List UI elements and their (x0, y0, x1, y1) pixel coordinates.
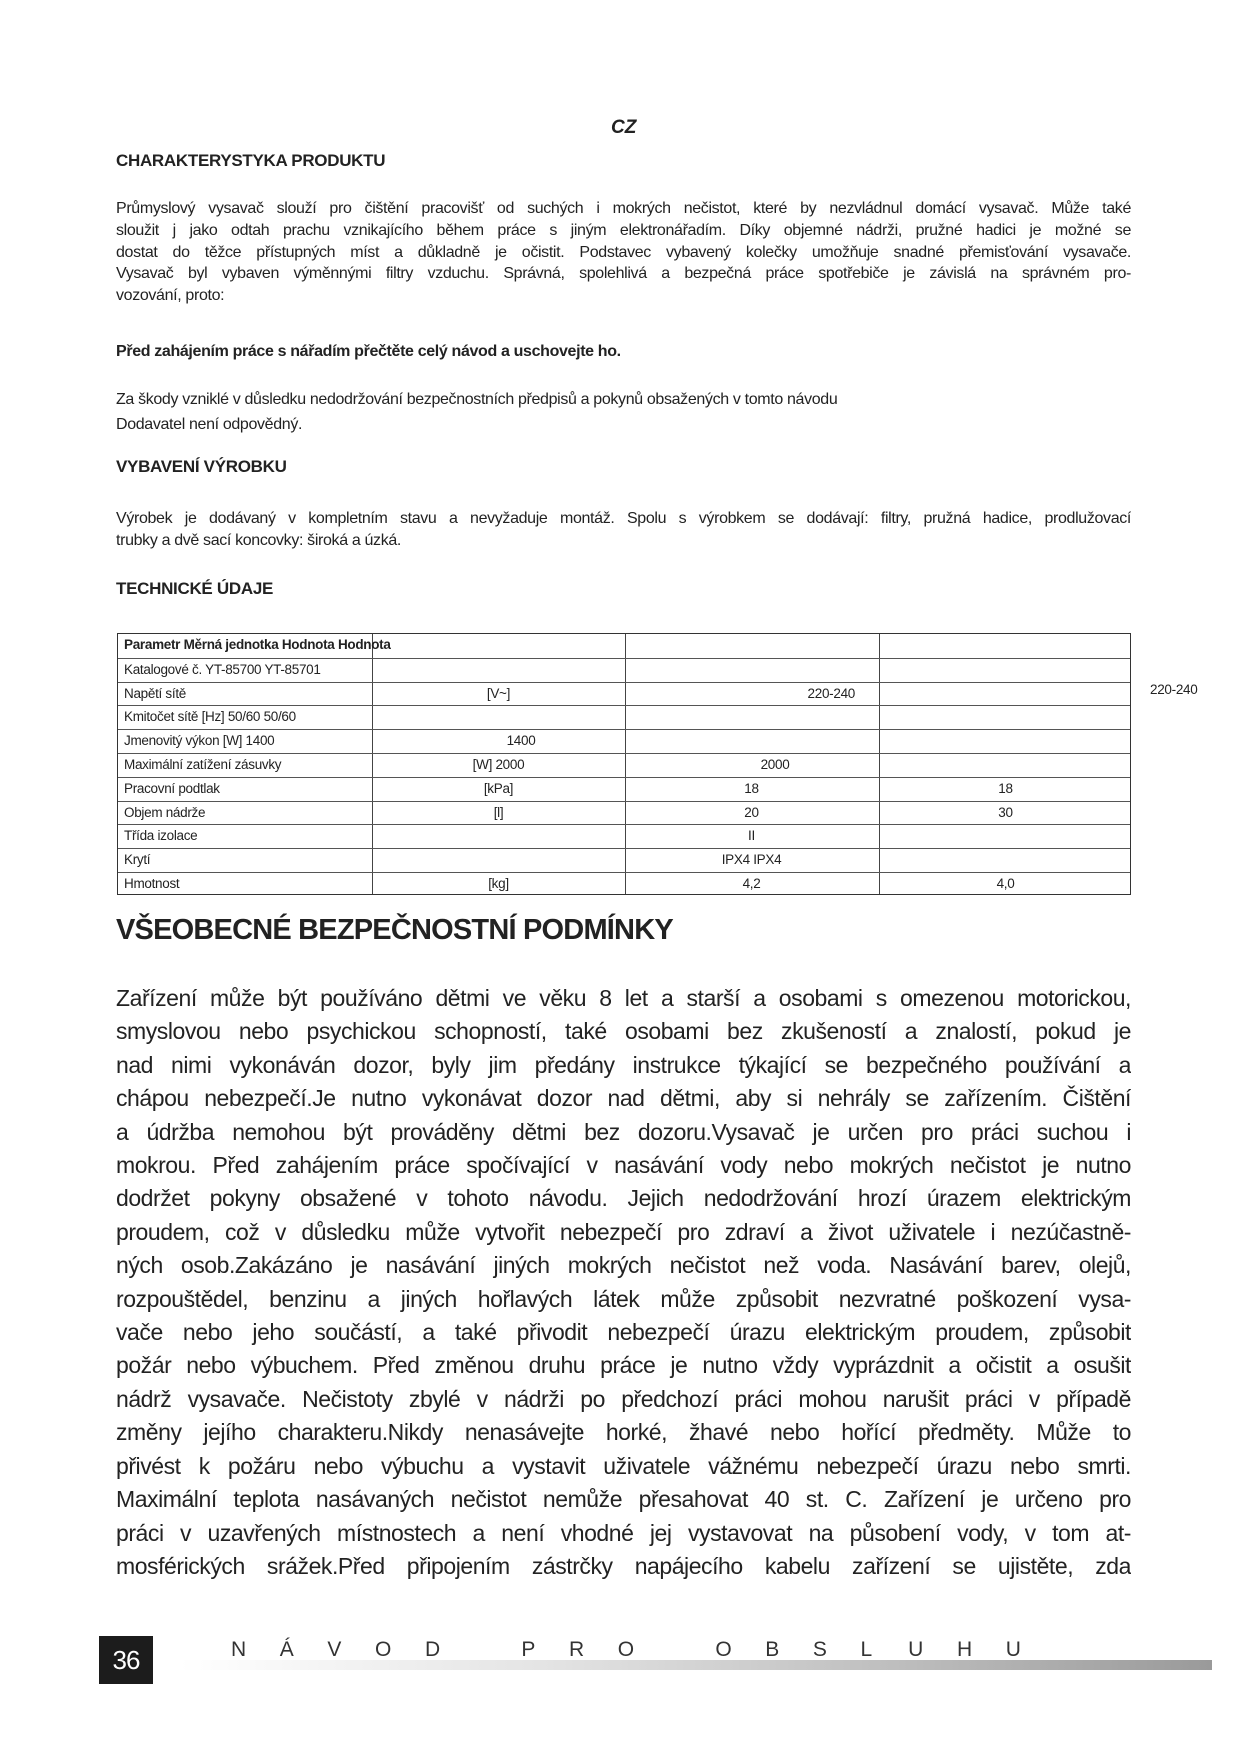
text-line: ných osob.Zakázáno je nasávání jiných mokrých nečistot než voda. Nasávání barev, olejů, (116, 1252, 1131, 1279)
section-heading-product: CHARAKTERYSTYKA PRODUKTU (116, 151, 386, 170)
text-line: smyslovou nebo psychickou schopností, také osobami bez zkušeností a znalostí, pokud je (116, 1018, 1131, 1045)
table-row (118, 634, 1130, 658)
footer-letter: O (715, 1638, 732, 1661)
footer-letter: O (375, 1638, 392, 1661)
text-line: a údržba nemohou být prováděny dětmi bez dozoru.Vysavač je určen pro práci suchou i (116, 1118, 1131, 1145)
footer-letter: B (765, 1638, 780, 1661)
text-line: požár nebo výbuchem. Před změnou druhu práce je nutno vždy vyprázdnit a očistit a osušit (116, 1352, 1131, 1379)
table-row (118, 848, 1130, 873)
table-overflow-value: 220-240 (1150, 682, 1198, 697)
product-description (116, 198, 1131, 307)
table-row (118, 682, 1130, 707)
footer-letter (474, 1638, 488, 1662)
footer-letter: U (1005, 1638, 1021, 1661)
text-line: trubky a dvě sací koncovky: široká a úzká. (116, 531, 401, 549)
text-line: Průmyslový vysavač slouží pro čištění pracovišť od suchých i mokrých nečistot, které by nezvládnul domácí vysavač. Může také (116, 200, 1131, 217)
table-cell: IPX4 IPX4 (721, 852, 782, 868)
safety-text (116, 982, 1131, 1583)
footer-letter: U (908, 1638, 924, 1661)
table-cell: 220-240 (807, 685, 855, 701)
table-cell: 18 (998, 780, 1013, 796)
footer-letter: O (617, 1638, 635, 1661)
table-cell: 4,2 (742, 876, 761, 891)
table-cell: Maximální zatížení zásuvky (124, 757, 282, 772)
table-cell: [V~] (486, 685, 511, 701)
table-cell: 1400 (506, 733, 536, 749)
table-row (118, 777, 1130, 802)
table-row (118, 753, 1130, 778)
table-row (118, 872, 1130, 897)
table-cell: [W] 2000 (472, 757, 525, 772)
table-cell: 2000 (760, 757, 790, 772)
text-line: Maximální teplota nasávaných nečistot nemůže přesahovat 40 st. C. Zařízení je určeno pro (116, 1486, 1131, 1513)
text-line: Zařízení může být používáno dětmi ve věku 8 let a starší a osobami s omezenou motorickou, (116, 985, 1131, 1011)
text-line: sloužit j jako odtah prachu vznikajícího během práce s jiným elektronářadím. Díky objemné nádrži, pružné hadici je možné se (116, 221, 1131, 239)
table-cell: [kPa] (483, 780, 514, 796)
table-cell: 18 (744, 780, 759, 796)
text-line: dodržet pokyny obsažené v tohoto návodu. Jejich nedodržování hrozí úrazem elektrickým (116, 1185, 1131, 1212)
table-cell: Jmenovitý výkon [W] 1400 (124, 733, 275, 749)
text-line: Výrobek je dodávaný v kompletním stavu a nevyžaduje montáž. Spolu s výrobkem se dodávají: filtry, pružná hadice, prodlužovací (116, 510, 1131, 527)
text-line: vozování, proto: (116, 287, 225, 305)
text-line: změny jejího charakteru.Nikdy nenasávejte horké, žhavé nebo hořící předměty. Může to (116, 1419, 1131, 1446)
footer-letter: V (327, 1638, 342, 1661)
section-heading-technical: TECHNICKÉ ÚDAJE (116, 579, 274, 598)
table-cell: Kmitočet sítě [Hz] 50/60 50/60 (124, 709, 296, 725)
footer-letter: D (424, 1638, 441, 1661)
text-line: nádrž vysavače. Nečistoty zbylé v nádrži po předchozí práci mohou narušit práci v případě (116, 1385, 1131, 1412)
table-cell: Parametr Měrná jednotka Hodnota Hodnota (124, 637, 391, 652)
table-row (118, 658, 1130, 683)
text-line: Za škody vzniklé v důsledku nedodržování bezpečnostních předpisů a pokynů obsažených v tomto návodu (116, 391, 838, 408)
table-cell: 30 (998, 804, 1013, 820)
liability-note (116, 389, 1131, 436)
footer-letter: H (956, 1638, 973, 1661)
read-manual-note: Před zahájením práce s nářadím přečtěte celý návod a uschovejte ho. (116, 343, 621, 360)
table-row (118, 824, 1130, 849)
equipment-description (116, 508, 1131, 552)
footer-letter: N (231, 1638, 247, 1661)
table-cell: [kg] (488, 876, 509, 891)
text-line: Dodavatel není odpovědný. (116, 415, 303, 433)
table-cell: Hmotnost (124, 876, 180, 891)
text-line: mosférických srážek.Před připojením zástrčky napájecího kabelu zařízení se ujistěte, zda (116, 1552, 1131, 1579)
text-line: mokrou. Před zahájením práce spočívající v nasávání vody nebo mokrých nečistot je nutno (116, 1152, 1131, 1179)
table-cell: Pracovní podtlak (124, 780, 220, 796)
text-line: chápou nebezpečí.Je nutno vykonávat dozor nad dětmi, aby si nehrály se zařízením. Čištění (116, 1085, 1131, 1112)
text-line: proudem, což v důsledku může vytvořit nebezpečí pro zdraví a život uživatele i nezúčastně- (116, 1218, 1131, 1245)
text-line: nad nimi vykonáván dozor, byly jim předány instrukce týkající se bezpečného používání a (116, 1051, 1131, 1078)
page-number: 36 (99, 1636, 153, 1684)
text-line: přivést k požáru nebo výbuchu a vystavit uživatele vážnému nebezpečí úrazu nebo smrti. (116, 1452, 1131, 1479)
text-line: dostat do těžce přístupných míst a důkladně je očistit. Podstavec vybavený kolečky umožňuje snadné přemisťování vysavače. (116, 243, 1131, 261)
table-cell: II (748, 828, 755, 844)
language-code: CZ (611, 117, 637, 138)
footer-letter: R (569, 1638, 585, 1661)
section-heading-equipment: VYBAVENÍ VÝROBKU (116, 457, 287, 476)
text-line: Vysavač byl vybaven výměnnými filtry vzduchu. Správná, spolehlivá a bezpečná práce spotřebiče je závislá na správném pro- (116, 265, 1131, 283)
footer-letter: P (521, 1638, 536, 1661)
footer-letter: Á (279, 1638, 294, 1661)
footer-title (231, 1638, 1021, 1662)
footer-letter: S (812, 1638, 827, 1661)
table-cell: 4,0 (996, 876, 1015, 891)
table-cell: 20 (744, 804, 759, 820)
section-heading-safety: VŠEOBECNÉ BEZPEČNOSTNÍ PODMÍNKY (116, 914, 673, 946)
table-cell: [l] (493, 804, 504, 820)
table-cell: Krytí (124, 852, 151, 868)
footer-letter: L (860, 1638, 873, 1661)
table-cell: Třída izolace (124, 828, 198, 844)
table-row (118, 729, 1130, 754)
text-line: práci v uzavřených místnostech a není vhodné jej vystavovat na působení vody, v tom at- (116, 1519, 1131, 1546)
footer-letter (668, 1638, 682, 1662)
table-cell: Objem nádrže (124, 804, 206, 820)
text-line: vače nebo jeho součástí, a také přivodit nebezpečí úrazu elektrickým proudem, způsobit (116, 1319, 1131, 1346)
technical-data-table (117, 633, 1131, 895)
table-row (118, 801, 1130, 826)
table-cell: Napětí sítě (124, 685, 186, 701)
text-line: rozpouštědel, benzinu a jiných hořlavých látek může způsobit nezvratné poškození vysa- (116, 1285, 1131, 1312)
table-cell: Katalogové č. YT-85700 YT-85701 (124, 661, 321, 677)
table-row (118, 705, 1130, 730)
